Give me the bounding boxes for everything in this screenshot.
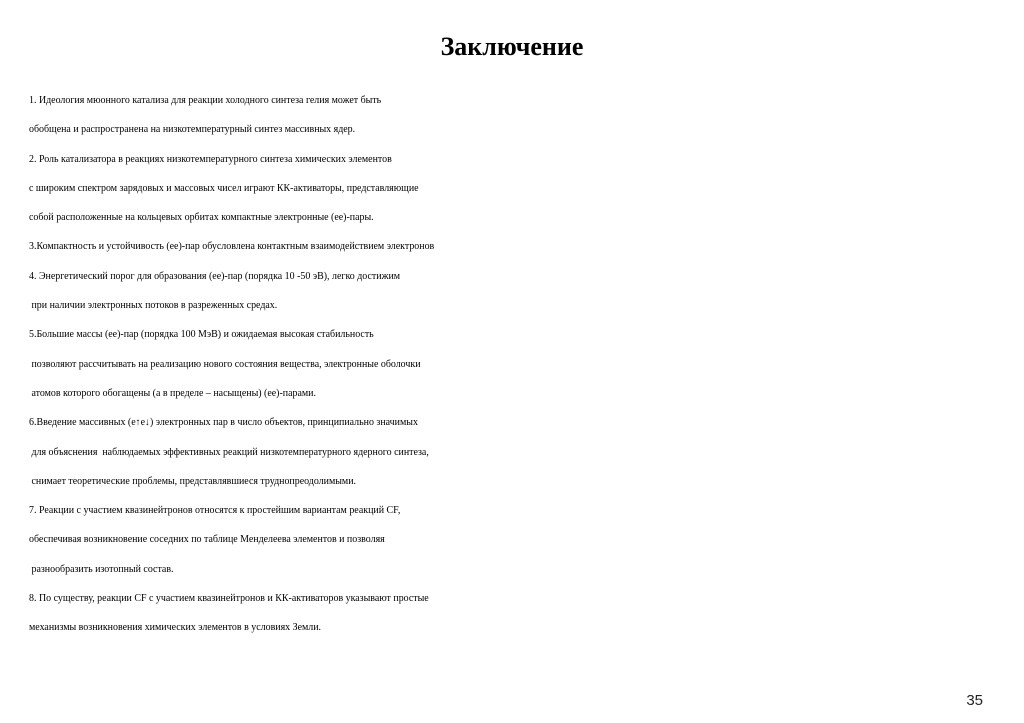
text-line: позволяют рассчитывать на реализацию нового состояния вещества, электронные оболочки: [29, 358, 421, 370]
text-line: 3.Компактность и устойчивость (ee)-пар обусловлена контактным взаимодействием электронов: [29, 241, 435, 253]
text-line: снимает теоретические проблемы, представлявшиеся труднопреодолимыми.: [29, 475, 357, 487]
slide-title: Заключение: [440, 32, 584, 61]
text-line: 4. Энергетический порог для образования (ee)-пар (порядка 10 -50 эВ), легко достижим: [29, 270, 401, 282]
text-line: 2. Роль катализатора в реакциях низкотемпературного синтеза химических элементов: [29, 153, 392, 165]
text-line: с широким спектром зарядовых и массовых чисел играют КК-активаторы, представляющие: [29, 182, 419, 194]
text-line: 8. По существу, реакции CF с участием квазинейтронов и КК-активаторов указывают простые: [29, 593, 429, 605]
text-line: разнообразить изотопный состав.: [29, 563, 174, 575]
text-line: обеспечивая возникновение соседних по таблице Менделеева элементов и позволяя: [29, 534, 385, 546]
page-number: 35: [966, 692, 983, 709]
text-line: механизмы возникновения химических элементов в условиях Земли.: [29, 622, 322, 634]
text-line: при наличии электронных потоков в разреженных средах.: [29, 300, 278, 312]
conclusion-text: [29, 86, 1024, 643]
text-line: 6.Введение массивных (e↑e↓) электронных пар в число объектов, принципиально значимых: [29, 417, 418, 429]
text-line: 7. Реакции с участием квазинейтронов относятся к простейшим вариантам реакций CF,: [29, 505, 401, 517]
text-line: для объяснения наблюдаемых эффективных реакций низкотемпературного ядерного синтеза,: [29, 446, 429, 458]
text-line: 1. Идеология мюонного катализа для реакции холодного синтеза гелия может быть: [29, 95, 382, 106]
text-line: 5.Большие массы (ee)-пар (порядка 100 МэВ) и ожидаемая высокая стабильность: [29, 329, 374, 341]
text-line: обобщена и распространена на низкотемпературный синтез массивных ядер.: [29, 124, 356, 136]
text-line: атомов которого обогащены (а в пределе – насыщены) (ee)-парами.: [29, 387, 316, 399]
text-line: собой расположенные на кольцевых орбитах компактные электронные (ee)-пары.: [29, 212, 374, 224]
